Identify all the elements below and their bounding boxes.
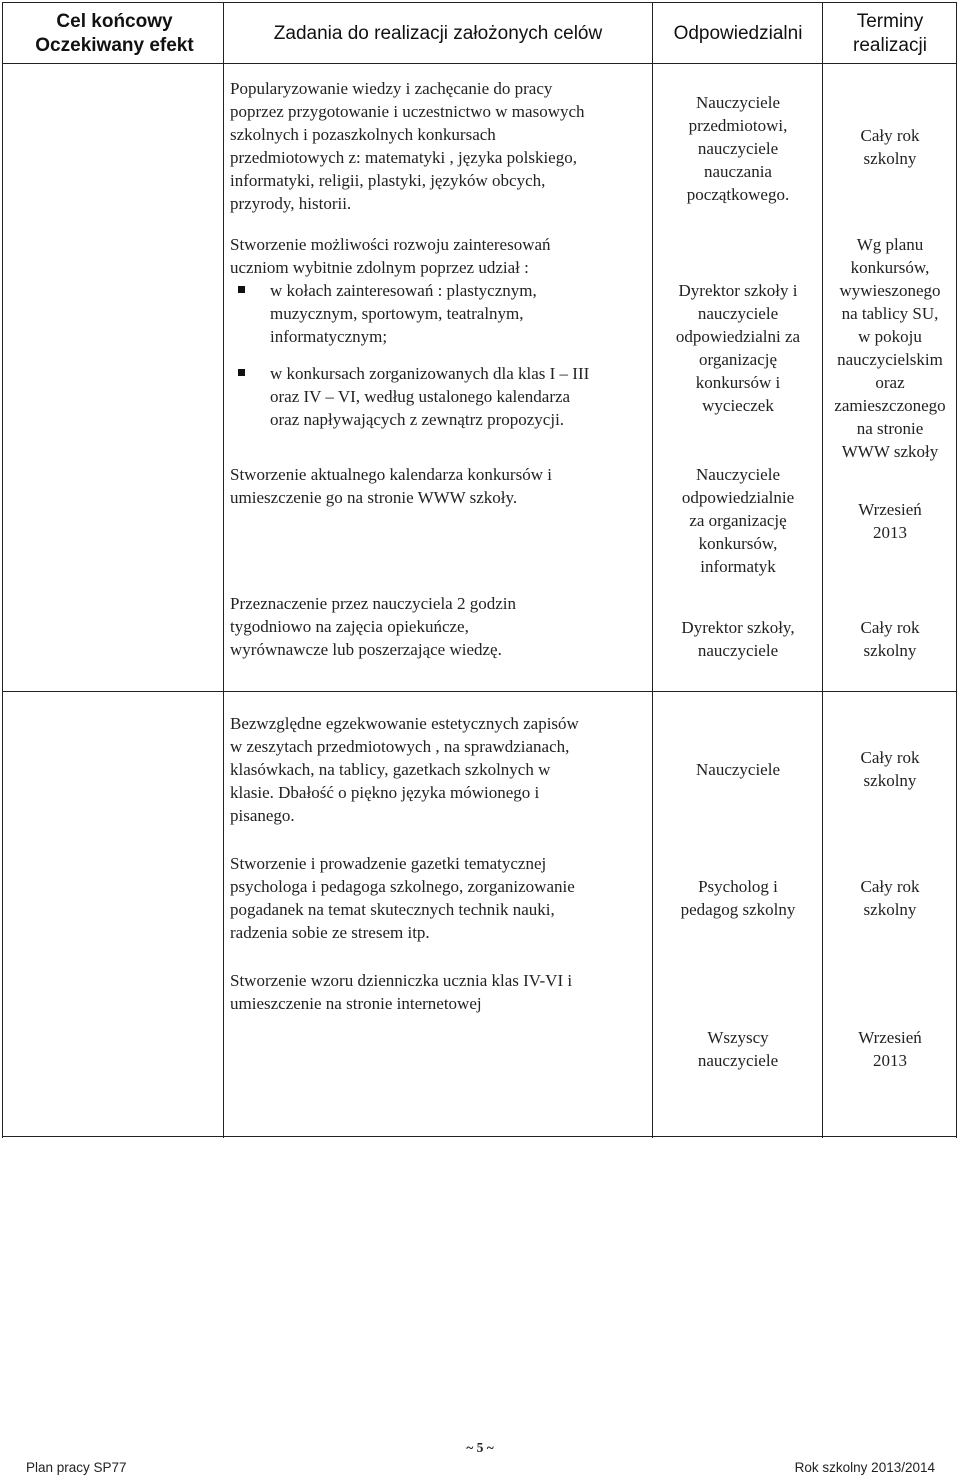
table-row-task: Przeznaczenie przez nauczyciela 2 godzin tygodniowo na zajęcia opiekuńcze, wyrównawcze lub poszerzające wiedzę. [230, 594, 516, 659]
table-border-left [2, 2, 3, 1138]
table-border-top [2, 2, 957, 3]
header-goal: Cel końcowy Oczekiwany efekt [35, 11, 194, 56]
table-row-task: Popularyzowanie wiedzy i zachęcanie do pracy poprzez przygotowanie i uczestnictwo w masowych szkolnych i pozaszkolnych konkursach przedmiotowych z: matematyki , języka polskiego, informatyki, religii, plastyki, języków obcych, przyrody, historii. [230, 79, 585, 213]
table-row-deadline: Wrzesień 2013 [858, 1028, 922, 1070]
table-row-task: Stworzenie aktualnego kalendarza konkursów i umieszczenie go na stronie WWW szkoły. [230, 465, 552, 507]
table-row-task: Stworzenie możliwości rozwoju zainteresowań uczniom wybitnie zdolnym poprzez udział : w kołach zainteresowań : plastycznym, muzycznym, sportowym, teatralnym, informatycznym; w konkursach zorganizowanych dla klas I – III oraz IV – VI, według ustalonego kalendarza oraz napływających z zewnątrz propozycji. [230, 233, 650, 431]
page-number: ~ 5 ~ [466, 1440, 494, 1455]
table-row-deadline: Cały rok szkolny [860, 877, 920, 919]
table-border-right [956, 2, 957, 1138]
column-divider [223, 2, 224, 1138]
table-row-responsible: Wszyscy nauczyciele [697, 1028, 779, 1070]
header-deadlines: Terminy realizacji [853, 11, 927, 56]
plan-table [2, 2, 957, 1138]
table-row-responsible: Dyrektor szkoły, nauczyciele [681, 618, 795, 660]
table-row-task: Stworzenie i prowadzenie gazetki tematycznej psychologa i pedagoga szkolnego, zorganizowanie pogadanek na temat skutecznych technik nauki, radzenia sobie ze stresem itp. [230, 854, 575, 942]
table-row-deadline: Cały rok szkolny [860, 126, 920, 168]
header-divider [2, 63, 957, 64]
table-row-deadline: Wg planu konkursów, wywieszonego na tablicy SU, w pokoju nauczycielskim oraz zamieszczonego na stronie WWW szkoły [834, 235, 946, 461]
table-row-responsible: Nauczyciele przedmiotowi, nauczyciele nauczania początkowego. [686, 93, 790, 204]
table-row-task: Bezwzględne egzekwowanie estetycznych zapisów w zeszytach przedmiotowych , na sprawdzianach, klasówkach, na tablicy, gazetkach szkolnych w klasie. Dbałość o piękno języka mówionego i pisanego. [230, 714, 579, 825]
section-divider [2, 691, 957, 692]
list-item: w konkursach zorganizowanych dla klas I – III oraz IV – VI, według ustalonego kalendarza oraz napływających z zewnątrz propozycji. [230, 362, 650, 431]
square-bullet-icon [238, 369, 245, 376]
table-row-responsible: Psycholog i pedagog szkolny [680, 877, 796, 919]
list-item: w kołach zainteresowań : plastycznym, muzycznym, sportowym, teatralnym, informatycznym; [230, 279, 650, 348]
table-row-responsible: Dyrektor szkoły i nauczyciele odpowiedzialni za organizację konkursów i wycieczek [675, 281, 801, 415]
table-row-deadline: Cały rok szkolny [860, 748, 920, 790]
bullet-list [230, 279, 650, 431]
footer-school-year: Rok szkolny 2013/2014 [794, 1460, 935, 1475]
table-row-deadline: Cały rok szkolny [860, 618, 920, 660]
square-bullet-icon [238, 286, 245, 293]
header-responsible: Odpowiedzialni [673, 23, 803, 44]
table-border-bottom [2, 1136, 957, 1137]
table-row-responsible: Nauczyciele [696, 760, 780, 779]
page-footer [0, 1430, 960, 1478]
table-row-task: Stworzenie wzoru dzienniczka ucznia klas IV-VI i umieszczenie na stronie internetowej [230, 971, 573, 1013]
table-row-deadline: Wrzesień 2013 [858, 500, 922, 542]
header-tasks: Zadania do realizacji założonych celów [273, 23, 603, 44]
footer-plan-label: Plan pracy SP77 [26, 1460, 127, 1475]
table-row-responsible: Nauczyciele odpowiedzialnie za organizację konkursów, informatyk [681, 465, 795, 576]
